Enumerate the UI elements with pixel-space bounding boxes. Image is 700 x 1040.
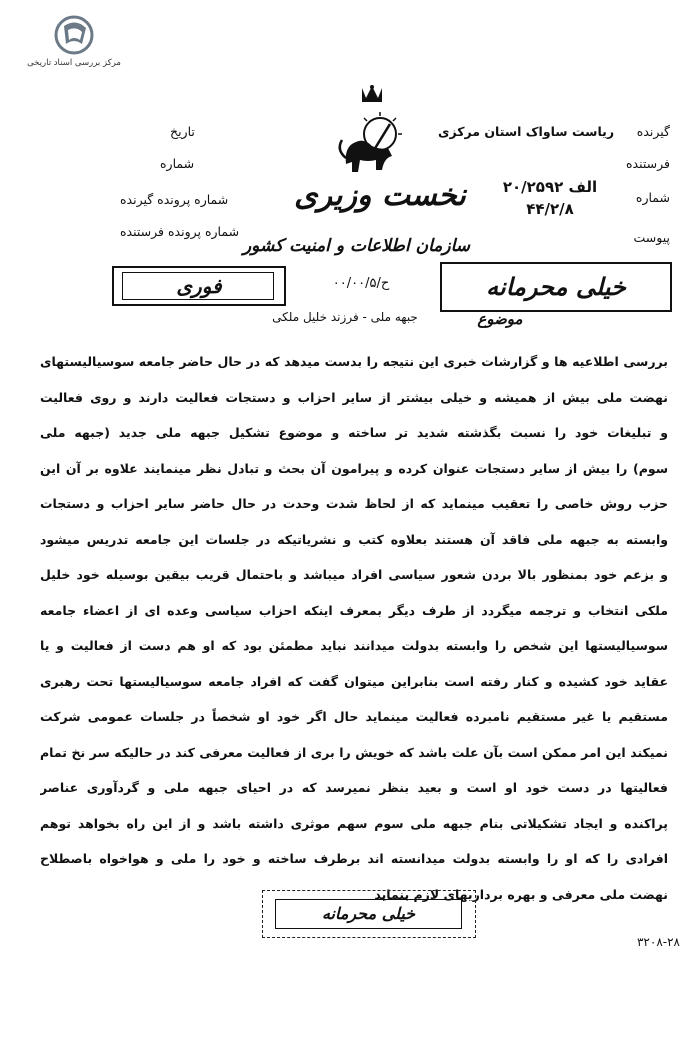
recipient-value: ریاست ساواک استان مرکزی: [438, 124, 615, 139]
logo-text: مرکز بررسی اسناد تاریخی: [27, 58, 121, 68]
urgency-stamp: [112, 266, 286, 306]
recipient-row: [438, 124, 670, 139]
date-value: ۴۴/۲/۸: [526, 200, 574, 218]
lion-and-sun-emblem-icon: [334, 84, 410, 180]
body-line: بررسی اطلاعیه ها و گزارشات خبری این نتیجه را بدست میدهد که در حال حاضر جامعه سوسیالیستهای: [40, 354, 668, 369]
sender-file-label: شماره پرونده فرستنده: [120, 224, 240, 239]
recipient-label: گیرنده: [636, 124, 670, 139]
body-line: و تبلیغات خود را نسبت بگذشته شدید تر ساخته و موضوع تشکیل جبهه ملی جدید (جبهه ملی: [40, 425, 668, 440]
body-line: و بزعم خود بمنظور بالا بردن شعور سیاسی افراد میباشد و باحتمال قریب بیقین بوسیله خود خلیل: [40, 567, 668, 582]
number-value: ۲۰/۲۵۹۲ الف: [502, 178, 598, 196]
body-line: افرادی را که او را وابسته بدولت میدانسته اند برطرف ساخته و خود را ملی و هواخواه باصطلاح: [40, 851, 668, 866]
letter-body: [40, 344, 668, 912]
body-line: سوسیالیستها این شخص را وابسته بدولت میدانند نباید مطمئن بود که او هم دست از فعالیت و یا: [40, 638, 668, 653]
body-line: حزب روش خاصی را تعقیب مینماید که از لحاظ شدت وحدت در حال حاضر سایر احزاب و دستجات: [40, 496, 668, 511]
body-line: پراکنده و ایجاد تشکیلاتی بنام جبهه ملی سوم سهم موثری داشته باشد و از این راه بخواهد توهم: [40, 815, 668, 831]
attachment-label: پیوست: [633, 230, 670, 245]
bottom-classification-stamp: [262, 890, 476, 938]
body-line: نهضت ملی بیش از همیشه و خیلی بیشتر از سایر احزاب و دستجات فعالیت دارند و روی فعالیت: [40, 389, 668, 405]
number-label-left: شماره: [160, 156, 195, 171]
bottom-stamp-text: خیلی محرمانه: [275, 899, 462, 929]
number-label: شماره: [635, 190, 670, 205]
date-label: تاریخ: [170, 124, 195, 139]
body-line: ملکی انتخاب و ترجمه میگردد از طرف دیگر بمعرف اینکه احزاب سیاسی وعده ای از اعضاء جامعه: [40, 602, 668, 618]
urgency-stamp-text: فوری: [176, 274, 222, 298]
archive-logo: [18, 14, 130, 74]
subject-value: جبهه ملی - فرزند خلیل ملکی: [272, 310, 418, 324]
body-line: نمیکند این امر ممکن است بآن علت باشد که خویش را بری از فعالیت معرفی کند در حالیکه سر نخ تمام: [40, 744, 668, 760]
body-line: مستقیم یا غیر مستقیم نامبرده فعالیت مینماید حال اگر خود او شخصاً در جلسات عمومی شرکت: [40, 709, 668, 724]
organization-title: سازمان اطلاعات و امنیت کشور: [242, 236, 470, 256]
classification-stamp: خیلی محرمانه: [440, 262, 672, 312]
archive-logo-icon: [46, 14, 102, 56]
body-line: وابسته به جبهه ملی فاقد آن هستند بعلاوه کتب و نشریاتیکه در جلسات این جامعه تدریس میشود: [40, 531, 668, 547]
ministry-title: نخست وزیری: [294, 178, 466, 213]
receiver-file-label: شماره پرونده گیرنده: [120, 192, 229, 207]
body-line: فعالیتها در دست خود او است و بعید بنظر نمیرسد که در احیای جبهه ملی و گردآوری عناصر: [40, 780, 668, 795]
body-line: سوم) را بیش از سایر دستجات عنوان کرده و پیرامون آن بحث و تبادل نظر مینمایند علاوه بر آن این: [40, 460, 668, 476]
body-line: نهضت ملی معرفی و بهره برداریهای لازم بنماید: [374, 886, 668, 902]
document-code: ۳۲۰۸-۲۸: [636, 935, 680, 949]
sender-label: فرستنده: [625, 156, 670, 171]
body-line: عقاید خود کشیده و کنار رفته است بنابراین میتوان گفت که افراد جامعه سوسیالیستها تحت رهبری: [40, 673, 668, 689]
reference-number: ح/۰۰/۰۰/۵: [332, 276, 390, 291]
subject-label: موضوع: [477, 310, 523, 328]
